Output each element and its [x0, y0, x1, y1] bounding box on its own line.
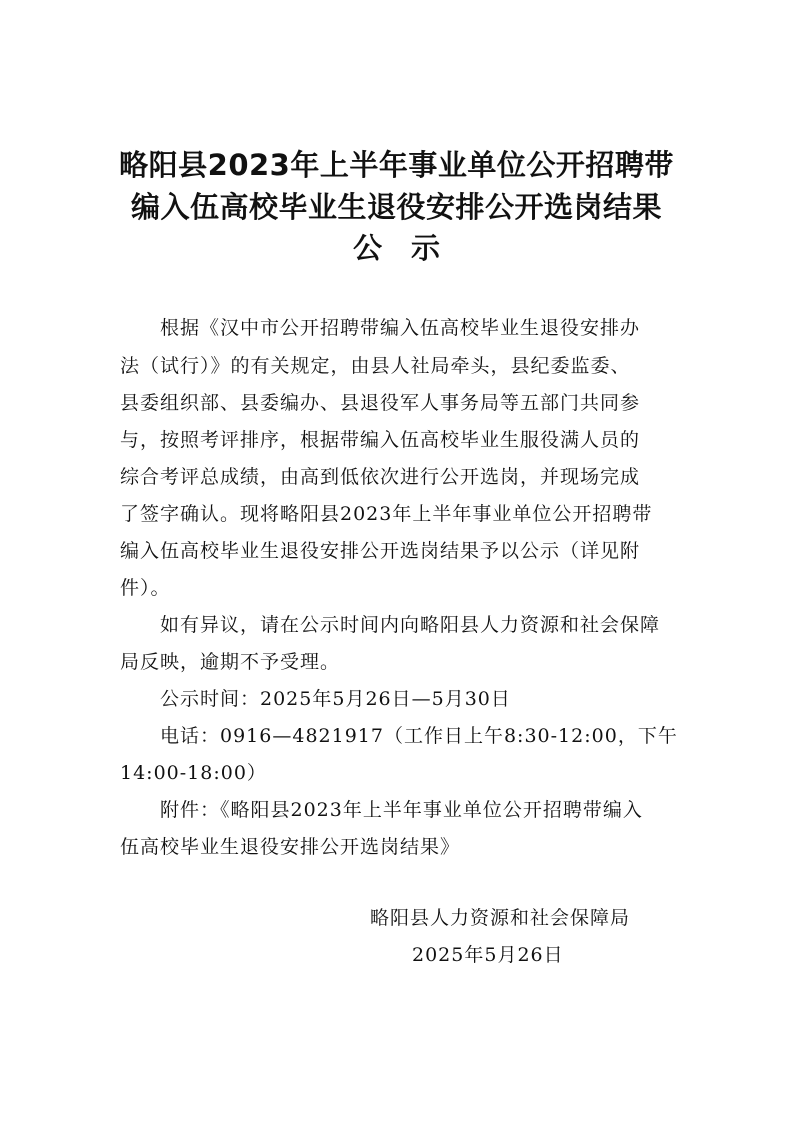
- body-line: 县委组织部、县委编办、县退役军人事务局等五部门共同参: [120, 392, 641, 414]
- body-line: 法（试行）》的有关规定，由县人社局牵头，县纪委监委、: [120, 355, 631, 377]
- body-line: 根据《汉中市公开招聘带编入伍高校毕业生退役安排办: [120, 317, 641, 339]
- body-line: 局反映，逾期不予受理。: [120, 651, 341, 673]
- signature-organization: 略阳县人力资源和社会保障局: [370, 907, 631, 929]
- publicity-period: 公示时间：2025年5月26日—5月30日: [120, 688, 511, 710]
- body-line: 如有异议，请在公示时间内向略阳县人力资源和社会保障: [120, 614, 661, 636]
- body-line: 与，按照考评排序，根据带编入伍高校毕业生服役满人员的: [120, 429, 641, 451]
- document-title-line-1: 略阳县2023年上半年事业单位公开招聘带: [119, 148, 674, 182]
- attachment-line: 伍高校毕业生退役安排公开选岗结果》: [120, 836, 461, 858]
- signature-date: 2025年5月26日: [412, 944, 564, 966]
- body-line: 了签字确认。现将略阳县2023年上半年事业单位公开招聘带: [120, 503, 653, 525]
- attachment-line: 附件：《略阳县2023年上半年事业单位公开招聘带编入: [120, 799, 643, 821]
- body-line: 编入伍高校毕业生退役安排公开选岗结果予以公示（详见附: [120, 540, 641, 562]
- body-line: 件）。: [120, 577, 171, 599]
- body-line: 综合考评总成绩，由高到低依次进行公开选岗，并现场完成: [120, 466, 641, 488]
- contact-phone: 电话：0916—4821917（工作日上午8:30-12:00，下午: [120, 725, 678, 747]
- contact-hours: 14:00-18:00）: [120, 762, 267, 784]
- document-title-line-3: 公 示: [352, 231, 440, 265]
- document-title-line-2: 编入伍高校毕业生退役安排公开选岗结果: [130, 190, 662, 224]
